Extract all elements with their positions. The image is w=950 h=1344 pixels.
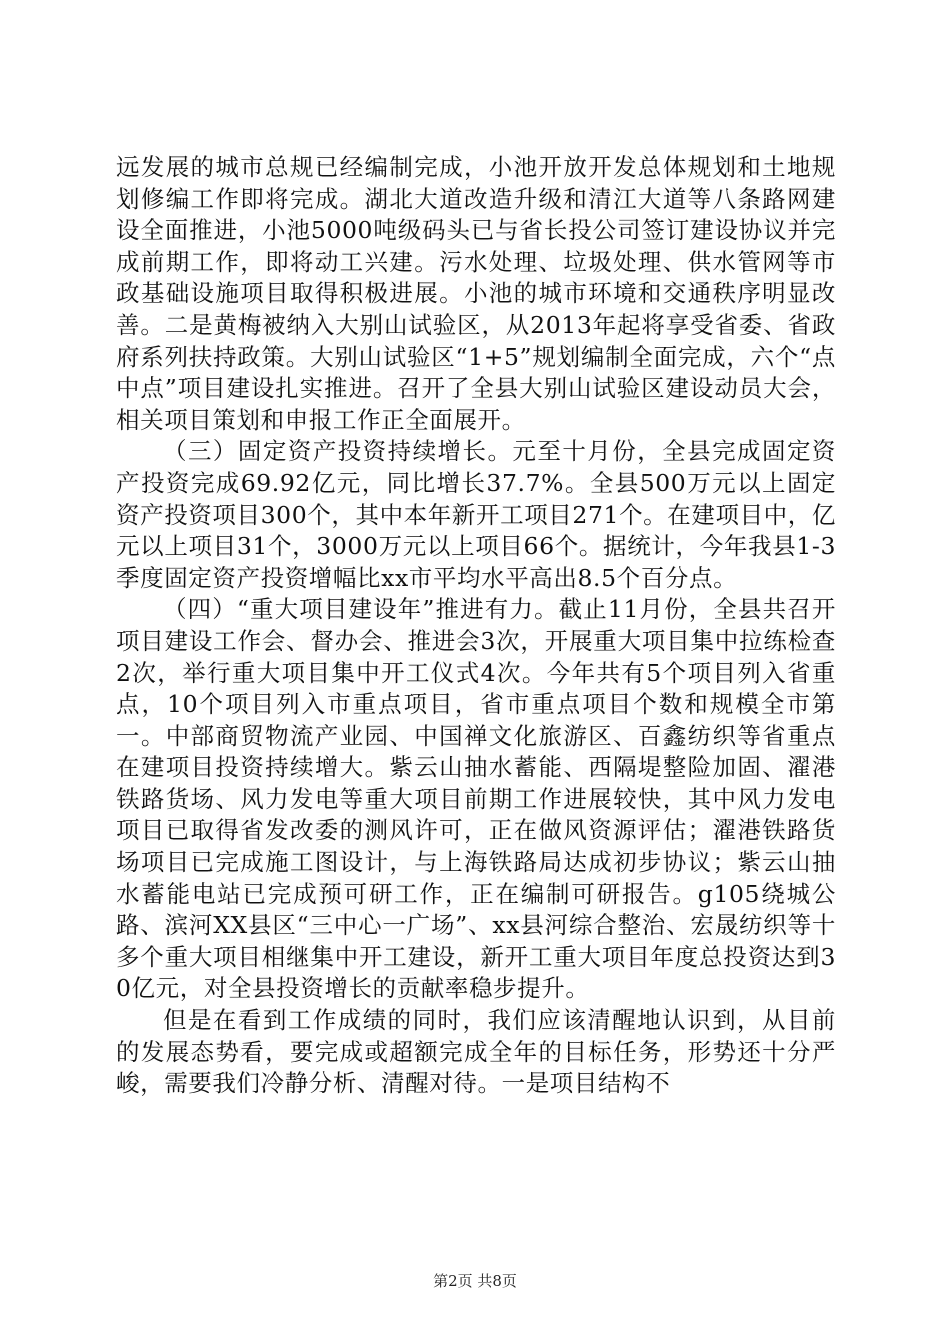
paragraph-challenges: 但是在看到工作成绩的同时，我们应该清醒地认识到，从目前的发展态势看，要完成或超额完成全年的目标任务，形势还十分严峻，需要我们冷静分析、清醒对待。一是项目结构不 (116, 1006, 836, 1098)
paragraph-continuation: 远发展的城市总规已经编制完成，小池开放开发总体规划和土地规划修编工作即将完成。湖北大道改造升级和清江大道等八条路网建设全面推进，小池5000吨级码头已与省长投公司签订建设协议并完成前期工作，即将动工兴建。污水处理、垃圾处理、供水管网等市政基础设施项目取得积极进展。小池的城市环境和交通秩序明显改善。二是黄梅被纳入大别山试验区，从2013年起将享受省委、省政府系列扶持政策。大别山试验区“1+5”规划编制全面完成，六个“点中点”项目建设扎实推进。召开了全县大别山试验区建设动员大会，相关项目策划和申报工作正全面展开。 (116, 153, 836, 434)
document-body (116, 152, 836, 1100)
paragraph-fixed-asset-investment: （三）固定资产投资持续增长。元至十月份，全县完成固定资产投资完成69.92亿元，同比增长37.7%。全县500万元以上固定资产投资项目300个，其中本年新开工项目271个。在建项目中，亿元以上项目31个，3000万元以上项目66个。据统计，今年我县1-3季度固定资产投资增幅比xx市平均水平高出8.5个百分点。 (116, 437, 836, 592)
page-footer: 第2页 共8页 (433, 1272, 517, 1290)
paragraph-major-projects: （四）“重大项目建设年”推进有力。截止11月份，全县共召开项目建设工作会、督办会、推进会3次，开展重大项目集中拉练检查2次，举行重大项目集中开工仪式4次。今年共有5个项目列入省重点，10个项目列入市重点项目，省市重点项目个数和规模全市第一。中部商贸物流产业园、中国禅文化旅游区、百鑫纺织等省重点在建项目投资持续增大。紫云山抽水蓄能、西隔堤整险加固、濯港铁路货场、风力发电等重大项目前期工作进展较快，其中风力发电项目已取得省发改委的测风许可，正在做风资源评估；濯港铁路货场项目已完成施工图设计，与上海铁路局达成初步协议；紫云山抽水蓄能电站已完成预可研工作，正在编制可研报告。g105绕城公路、滨河XX县区“三中心一广场”、xx县河综合整治、宏晟纺织等十多个重大项目相继集中开工建设，新开工重大项目年度总投资达到30亿元，对全县投资增长的贡献率稳步提升。 (116, 595, 836, 1003)
